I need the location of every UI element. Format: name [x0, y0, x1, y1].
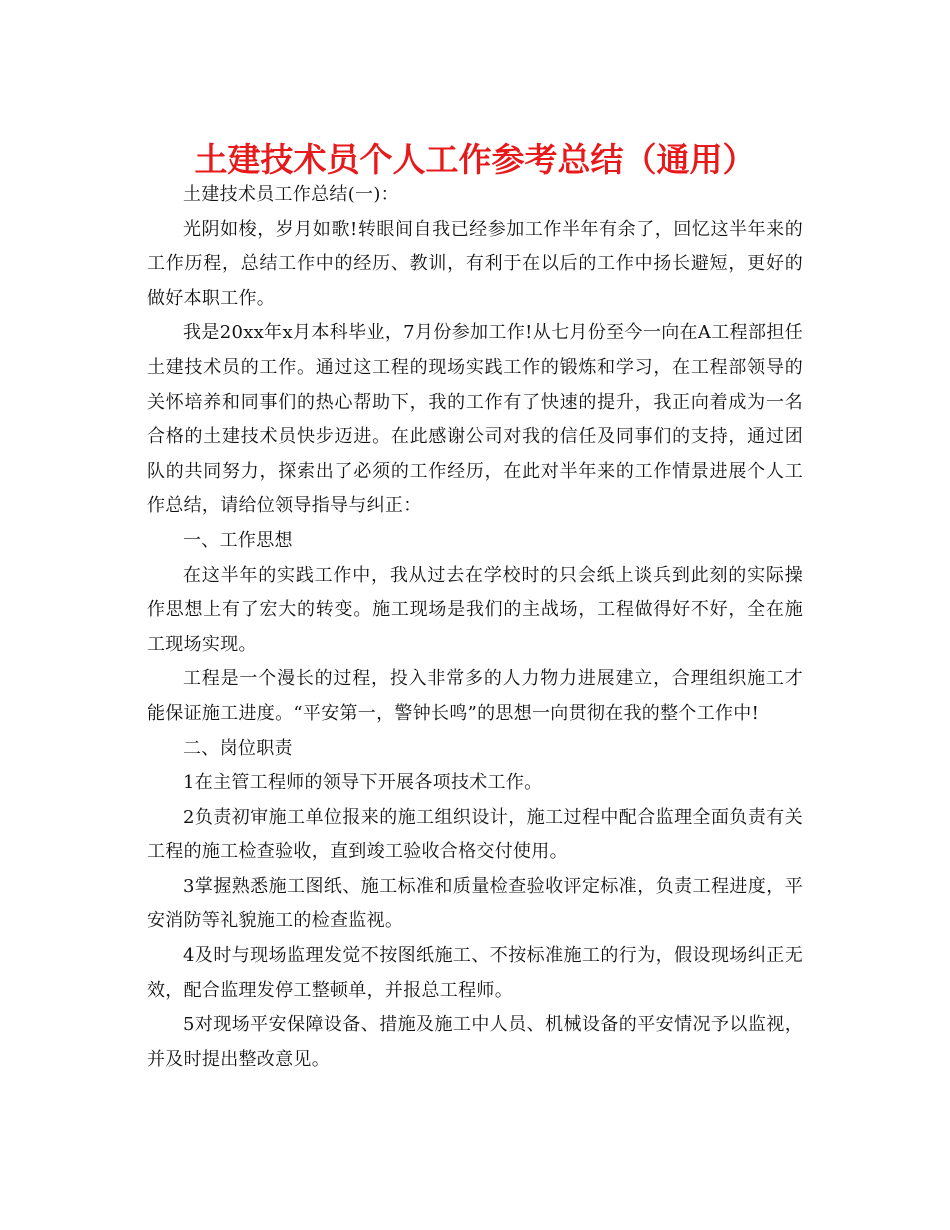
duty-item-2: 2负责初审施工单位报来的施工组织设计，施工过程中配合监理全面负责有关工程的施工检查验收，直到竣工验收合格交付使用。	[147, 806, 803, 863]
paragraph-safety: 工程是一个漫长的过程，投入非常多的人力物力进展建立，合理组织施工才能保证施工进度。“平安第一，警钟长鸣”的思想一向贯彻在我的整个工作中!	[147, 668, 803, 724]
paragraph-background: 我是20xx年x月本科毕业，7月份参加工作!从七月份至今一向在A工程部担任土建技术员的工作。通过这工程的现场实践工作的锻炼和学习，在工程部领导的关怀培养和同事们的热心帮助下，我的工作有了快速的提升，我正向着成为一名合格的土建技术员快步迈进。在此感谢公司对我的信任及同事们的支持，通过团队的共同努力，探索出了必须的工作经历，在此对半年来的工作情景进展个人工作总结，请给位领导指导与纠正：	[147, 322, 803, 517]
duty-item-4: 4及时与现场监理发觉不按图纸施工、不按标准施工的行为，假设现场纠正无效，配合监理发停工整顿单，并报总工程师。	[147, 945, 803, 1001]
document-title: 土建技术员个人工作参考总结（通用）	[194, 140, 756, 179]
duty-item-5: 5对现场平安保障设备、措施及施工中人员、机械设备的平安情况予以监视，并及时提出整改意见。	[147, 1014, 803, 1070]
paragraph-subtitle: 土建技术员工作总结(一)：	[183, 184, 399, 205]
section-heading-duties: 二、岗位职责	[183, 737, 293, 759]
document-body	[147, 178, 803, 1077]
paragraph-intro: 光阴如梭，岁月如歌!转眼间自我已经参加工作半年有余了，回忆这半年来的工作历程，总结工作中的经历、教训，有利于在以后的工作中扬长避短，更好的做好本职工作。	[147, 218, 803, 309]
section-heading-work-thought: 一、工作思想	[183, 529, 293, 551]
duty-item-1: 1在主管工程师的领导下开展各项技术工作。	[183, 772, 543, 794]
duty-item-3: 3掌握熟悉施工图纸、施工标准和质量检查验收评定标准，负责工程进度，平安消防等礼貌施工的检查监视。	[147, 875, 803, 932]
paragraph-practice: 在这半年的实践工作中，我从过去在学校时的只会纸上谈兵到此刻的实际操作思想上有了宏大的转变。施工现场是我们的主战场，工程做得好不好，全在施工现场实现。	[147, 564, 803, 655]
